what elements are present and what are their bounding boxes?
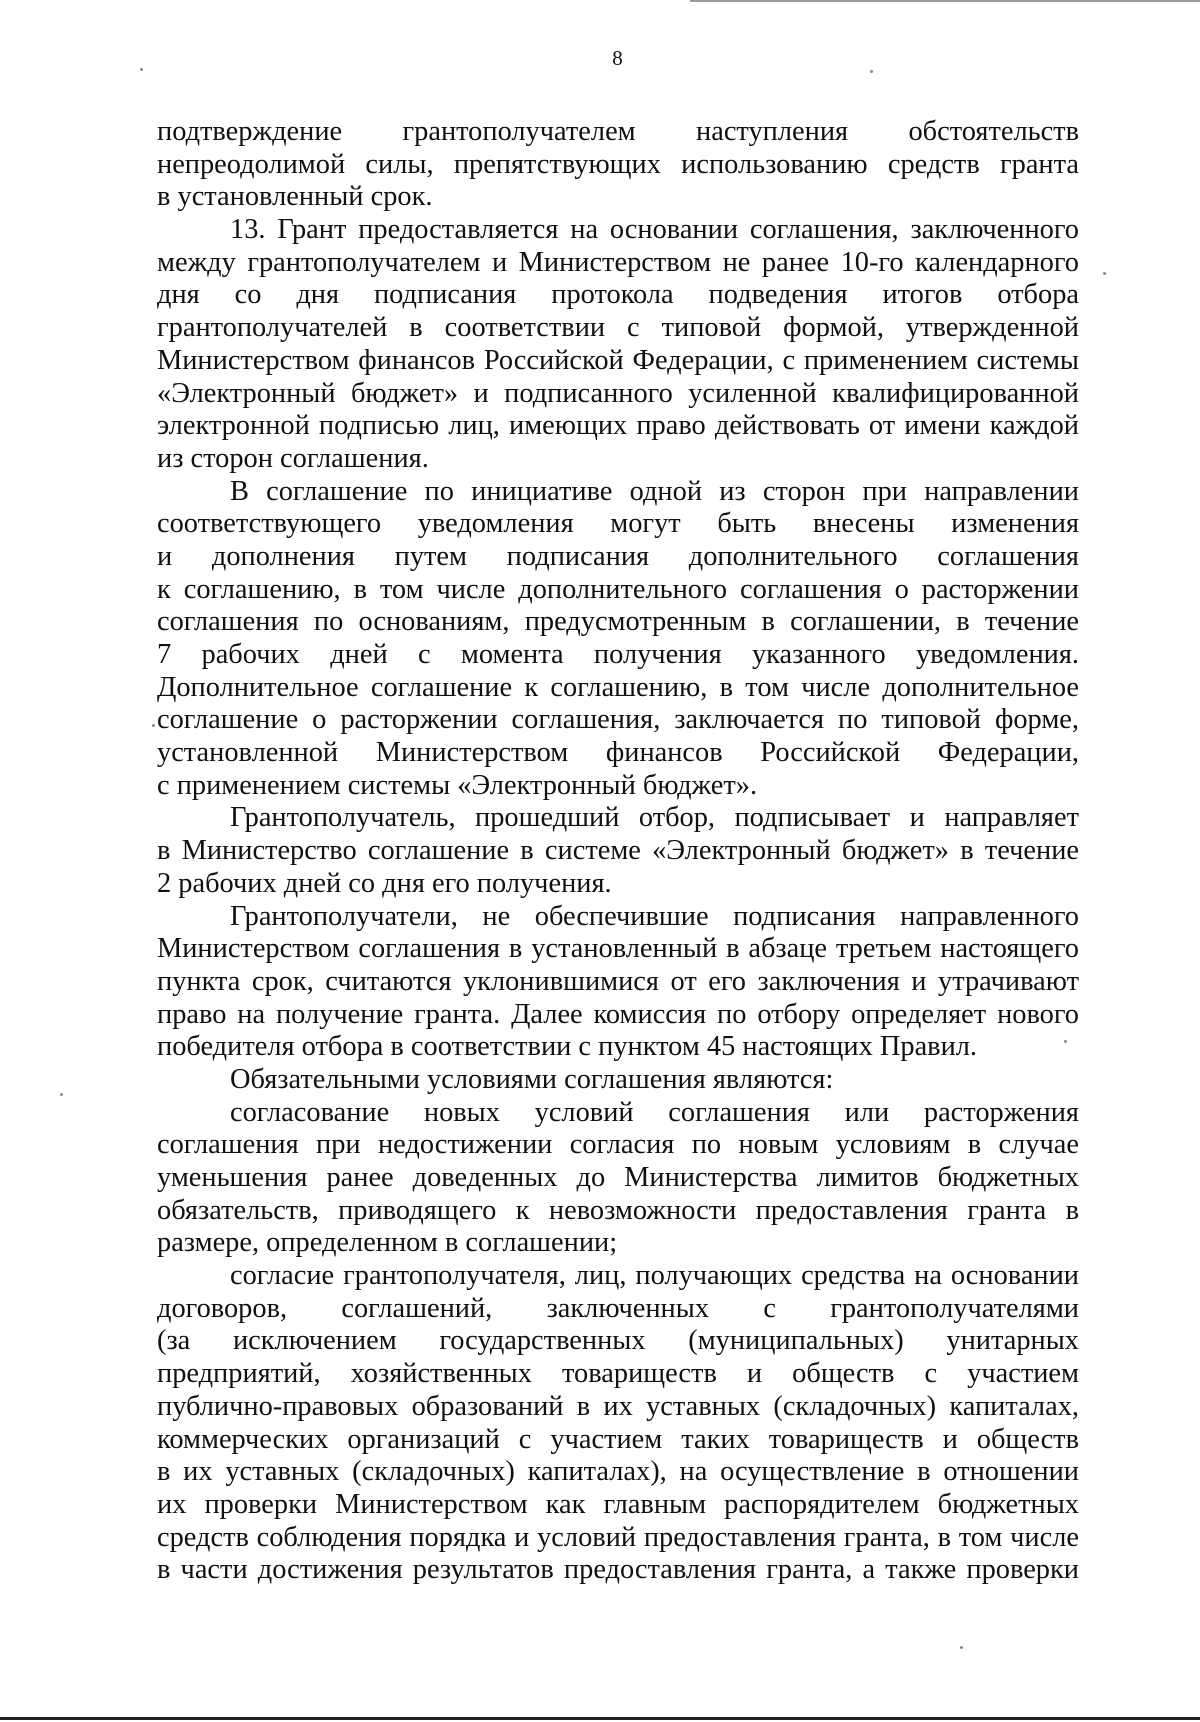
scan-speck	[60, 1093, 63, 1096]
paragraph-force-majeure-end	[157, 116, 1079, 214]
text-line: в части достижения результатов предоставления гранта, а также проверки	[157, 1554, 1079, 1586]
text-line: Грантополучатель, прошедший отбор, подписывает и направляет	[230, 802, 1079, 834]
text-line: в установленный срок.	[157, 181, 433, 213]
scan-speck	[870, 70, 873, 73]
text-line: соответствующего уведомления могут быть внесены изменения	[157, 508, 1079, 540]
text-line: В соглашение по инициативе одной из сторон при направлении	[230, 475, 1079, 507]
text-line: согласование новых условий соглашения или расторжения	[230, 1096, 1079, 1128]
text-line: непреодолимой силы, препятствующих использованию средств гранта	[157, 148, 1079, 180]
paragraph-condition-consent	[157, 1260, 1079, 1587]
scan-edge-top	[690, 0, 1200, 2]
text-line: публично-правовых образований в их уставных (складочных) капиталах,	[157, 1390, 1079, 1422]
scan-speck	[960, 1646, 963, 1649]
text-line: Министерством финансов Российской Федерации, с применением системы	[157, 344, 1079, 376]
text-line: с применением системы «Электронный бюджет».	[157, 769, 758, 801]
paragraph-mandatory-conditions	[157, 1064, 1079, 1097]
text-line: договоров, соглашений, заключенных с грантополучателями	[157, 1292, 1079, 1324]
text-line: Обязательными условиями соглашения являются:	[230, 1063, 834, 1095]
text-line: подтверждение грантополучателем наступления обстоятельств	[157, 116, 1079, 147]
page-number: 8	[612, 46, 623, 70]
text-line: к соглашению, в том числе дополнительного соглашения о расторжении	[157, 573, 1079, 605]
text-line: соглашения по основаниям, предусмотренным в соглашении, в течение	[157, 606, 1079, 638]
text-line: 13. Грант предоставляется на основании соглашения, заключенного	[230, 214, 1079, 246]
text-line: победителя отбора в соответствии с пунктом 45 настоящих Правил.	[157, 1031, 978, 1063]
text-line: соглашение о расторжении соглашения, заключается по типовой форме,	[157, 704, 1079, 736]
document-body	[157, 116, 1079, 1587]
scan-speck	[1064, 1040, 1067, 1043]
text-line: электронной подписью лиц, имеющих право действовать от имени каждой	[157, 410, 1079, 442]
text-line: их проверки Министерством как главным распорядителем бюджетных	[157, 1488, 1079, 1520]
text-line: пункта срок, считаются уклонившимися от его заключения и утрачивают	[157, 965, 1079, 997]
text-line: установленной Министерством финансов Российской Федерации,	[157, 737, 1079, 769]
text-line: из сторон соглашения.	[157, 442, 429, 474]
text-line: коммерческих организаций с участием таких товариществ и обществ	[157, 1423, 1079, 1455]
scan-edge-bottom	[0, 1717, 1200, 1720]
text-line: между грантополучателем и Министерством не ранее 10-го календарного	[157, 246, 1079, 278]
text-line: Дополнительное соглашение к соглашению, в том числе дополнительное	[157, 671, 1079, 703]
text-line: согласие грантополучателя, лиц, получающих средства на основании	[230, 1260, 1079, 1292]
text-line: Грантополучатели, не обеспечившие подписания направленного	[230, 900, 1079, 932]
paragraph-amendments	[157, 476, 1079, 803]
scan-speck	[140, 68, 143, 71]
scan-speck	[152, 724, 155, 727]
paragraph-signing	[157, 802, 1079, 900]
paragraph-evasion	[157, 901, 1079, 1064]
text-line: уменьшения ранее доведенных до Министерства лимитов бюджетных	[157, 1162, 1079, 1193]
text-line: право на получение гранта. Далее комиссия по отбору определяет нового	[157, 998, 1079, 1030]
paragraph-condition-limits	[157, 1097, 1079, 1260]
text-line: 7 рабочих дней с момента получения указанного уведомления.	[157, 639, 1079, 670]
text-line: средств соблюдения порядка и условий предоставления гранта, в том числе	[157, 1521, 1079, 1553]
text-line: 2 рабочих дней со дня его получения.	[157, 867, 612, 899]
text-line: Министерством соглашения в установленный в абзаце третьем настоящего	[157, 933, 1079, 965]
text-line: дня со дня подписания протокола подведения итогов отбора	[157, 279, 1079, 311]
text-line: обязательств, приводящего к невозможности предоставления гранта в	[157, 1194, 1079, 1226]
paragraph-item-13	[157, 214, 1079, 476]
text-line: и дополнения путем подписания дополнительного соглашения	[157, 540, 1079, 572]
text-line: предприятий, хозяйственных товариществ и обществ с участием	[157, 1358, 1079, 1390]
text-line: «Электронный бюджет» и подписанного усиленной квалифицированной	[157, 377, 1079, 409]
text-line: в Министерство соглашение в системе «Электронный бюджет» в течение	[157, 835, 1079, 867]
scan-speck	[1103, 272, 1106, 275]
text-line: в их уставных (складочных) капиталах), на осуществление в отношении	[157, 1456, 1079, 1488]
text-line: размере, определенном в соглашении;	[157, 1227, 618, 1259]
text-line: соглашения при недостижении согласия по новым условиям в случае	[157, 1129, 1079, 1161]
text-line: (за исключением государственных (муниципальных) унитарных	[157, 1325, 1079, 1357]
text-line: грантополучателей в соответствии с типовой формой, утвержденной	[157, 312, 1079, 344]
